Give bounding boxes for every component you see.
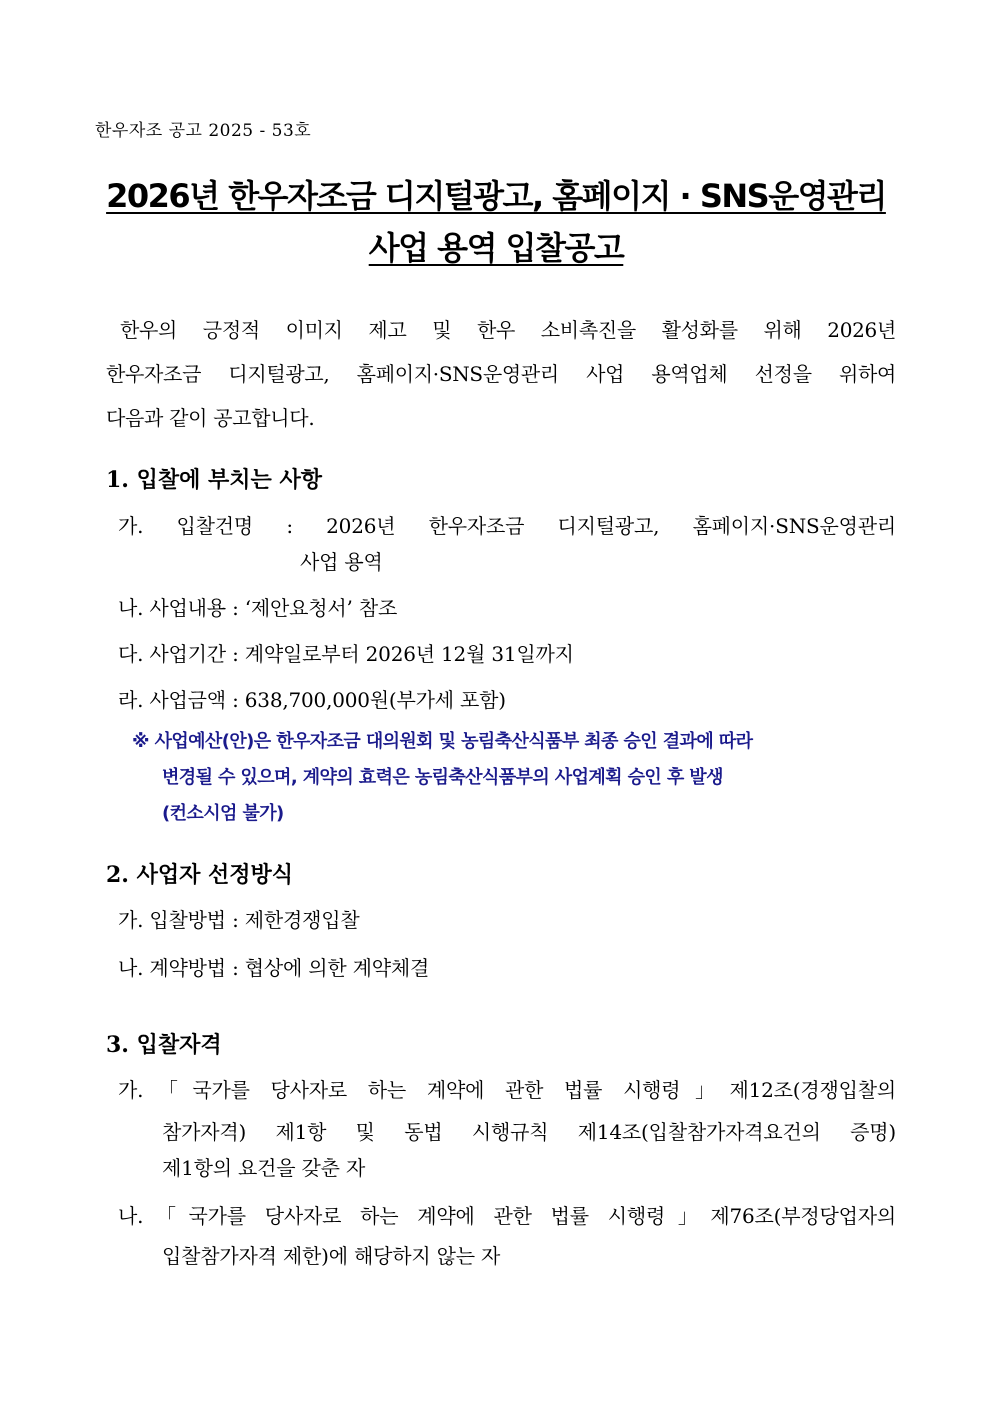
section-3-item-na-line-1: 나.「국가를 당사자로 하는 계약에 관한 법률 시행령」제76조(부정당업자의: [118, 1204, 896, 1228]
section-1-item-ga-line-2: 사업 용역: [300, 550, 383, 574]
note-line-1: ※ 사업예산(안)은 한우자조금 대의원회 및 농림축산식품부 최종 승인 결과에 따라: [132, 731, 753, 752]
page-title-line-2: [60, 228, 932, 268]
section-1-item-da: 다. 사업기간 : 계약일로부터 2026년 12월 31일까지: [118, 642, 574, 666]
note-line-3: (컨소시엄 불가): [162, 803, 284, 824]
section-1-note: [132, 724, 892, 832]
section-1-item-ra: 라. 사업금액 : 638,700,000원(부가세 포함): [118, 688, 506, 712]
section-2-item-ga: 가. 입찰방법 : 제한경쟁입찰: [118, 908, 360, 932]
page-title-text-1: 2026년 한우자조금 디지털광고, 홈페이지 · SNS운영관리: [106, 177, 886, 215]
page-title-text-2: 사업 용역 입찰공고: [368, 229, 624, 267]
section-3-heading: 3. 입찰자격: [106, 1032, 222, 1058]
section-2-heading: 2. 사업자 선정방식: [106, 862, 294, 888]
section-3-item-na-line-2: 입찰참가자격 제한)에 해당하지 않는 자: [162, 1244, 501, 1268]
intro-line-2: 한우자조금 디지털광고, 홈페이지·SNS운영관리 사업 용역업체 선정을 위하여: [106, 362, 896, 386]
section-3-item-ga-line-2: 참가자격) 제1항 및 동법 시행규칙 제14조(입찰참가자격요건의 증명): [162, 1120, 896, 1144]
section-3-item-ga-line-1: 가.「국가를 당사자로 하는 계약에 관한 법률 시행령」제12조(경쟁입찰의: [118, 1078, 896, 1102]
section-3-item-ga-line-3: 제1항의 요건을 갖춘 자: [162, 1156, 366, 1180]
section-1-item-ga-line-1: 가. 입찰건명 : 2026년 한우자조금 디지털광고, 홈페이지·SNS운영관리: [118, 514, 896, 538]
section-1-heading: 1. 입찰에 부치는 사항: [106, 467, 322, 493]
intro-paragraph: [106, 308, 896, 440]
document-number: 한우자조 공고 2025 - 53호: [95, 121, 312, 141]
section-1-item-na: 나. 사업내용 : ‘제안요청서’ 참조: [118, 596, 398, 620]
intro-line-1: 한우의 긍정적 이미지 제고 및 한우 소비촉진을 활성화를 위해 2026년: [120, 318, 896, 342]
intro-line-3: 다음과 같이 공고합니다.: [106, 406, 315, 430]
note-line-2: 변경될 수 있으며, 계약의 효력은 농림축산식품부의 사업계획 승인 후 발생: [162, 767, 723, 788]
section-2-item-na: 나. 계약방법 : 협상에 의한 계약체결: [118, 956, 430, 980]
page-title-line-1: [60, 176, 932, 216]
